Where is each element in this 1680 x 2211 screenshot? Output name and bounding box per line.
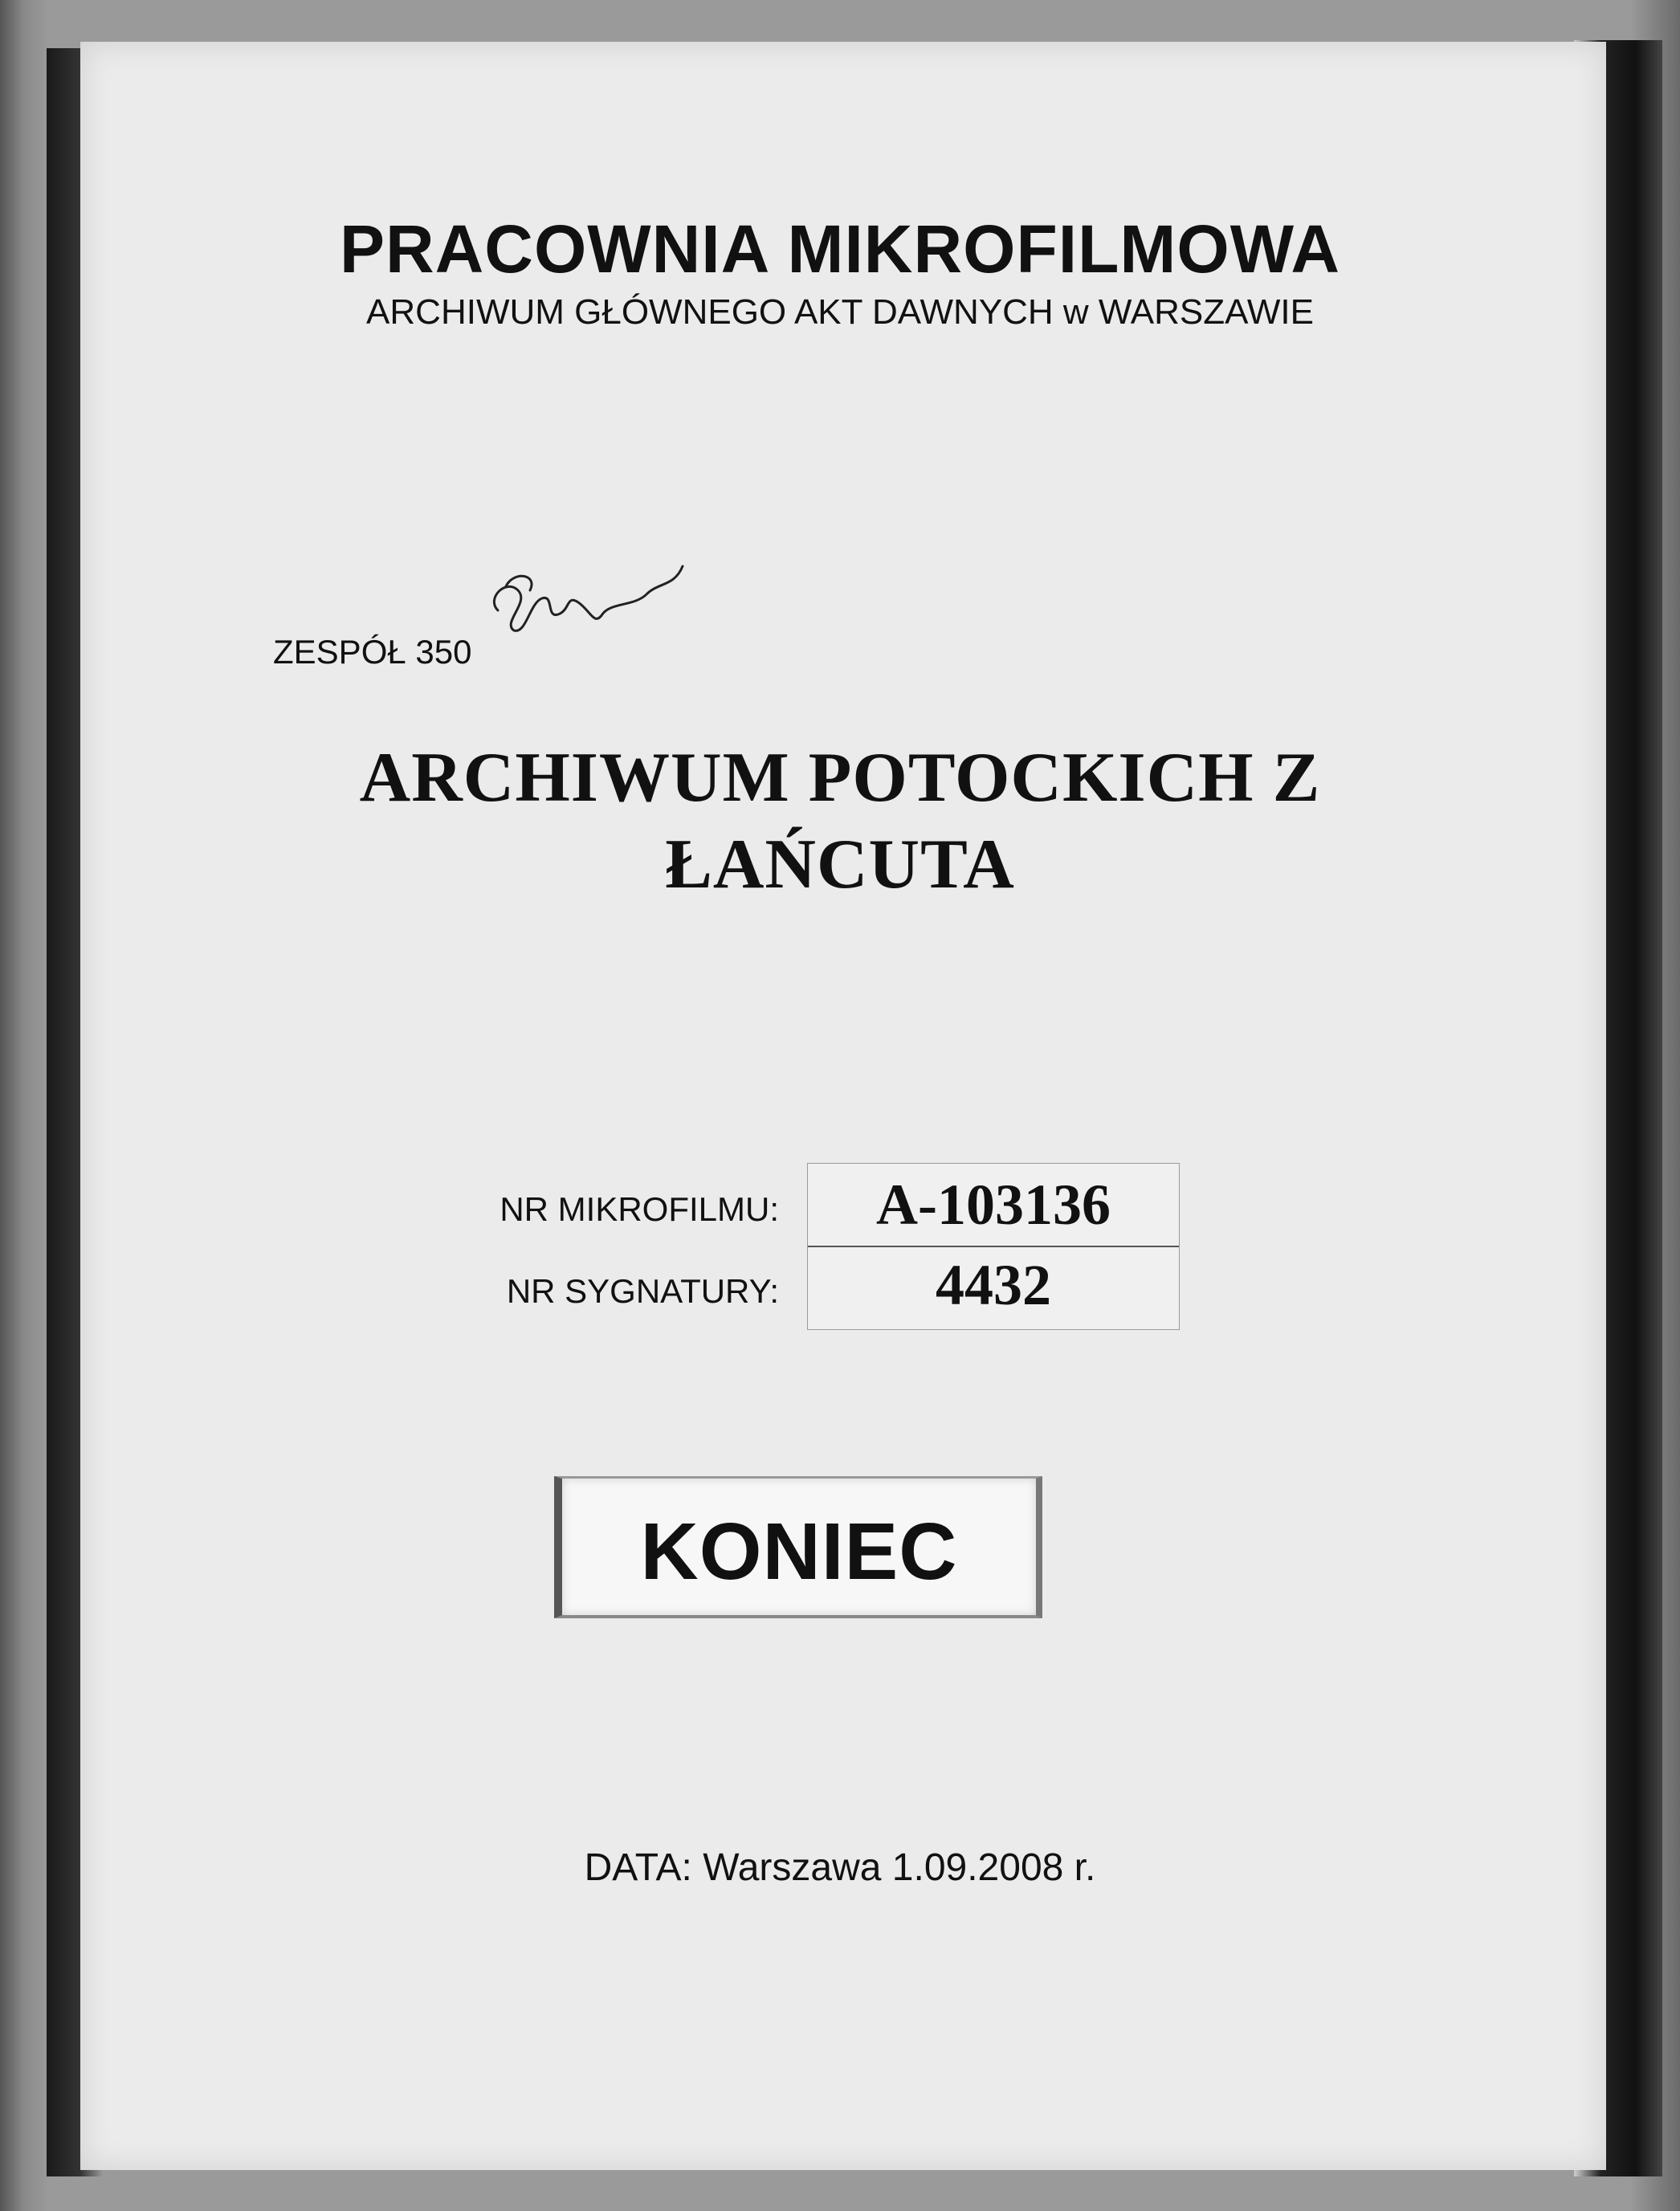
microfilm-number-value: A-103136 — [876, 1173, 1111, 1237]
numbers-box — [807, 1163, 1180, 1330]
archive-name: ARCHIWUM GŁÓWNEGO AKT DAWNYCH w WARSZAWIE — [366, 292, 1314, 332]
end-stamp-text: KONIEC — [640, 1507, 958, 1597]
signature-number-value: 4432 — [936, 1253, 1051, 1317]
handwritten-signature — [482, 554, 691, 651]
end-stamp — [554, 1476, 1042, 1618]
signature-number-label: NR SYGNATURY: — [506, 1272, 779, 1310]
date-line: DATA: Warszawa 1.09.2008 r. — [584, 1846, 1096, 1889]
box-divider — [808, 1246, 1179, 1247]
page-title: PRACOWNIA MIKROFILMOWA — [339, 211, 1341, 287]
microfilm-number-label: NR MIKROFILMU: — [500, 1190, 779, 1228]
fonds-label: ZESPÓŁ 350 — [273, 633, 472, 671]
collection-title-line-2: ŁAŃCUTA — [665, 826, 1015, 904]
collection-title-line-1: ARCHIWUM POTOCKICH Z — [359, 739, 1321, 817]
